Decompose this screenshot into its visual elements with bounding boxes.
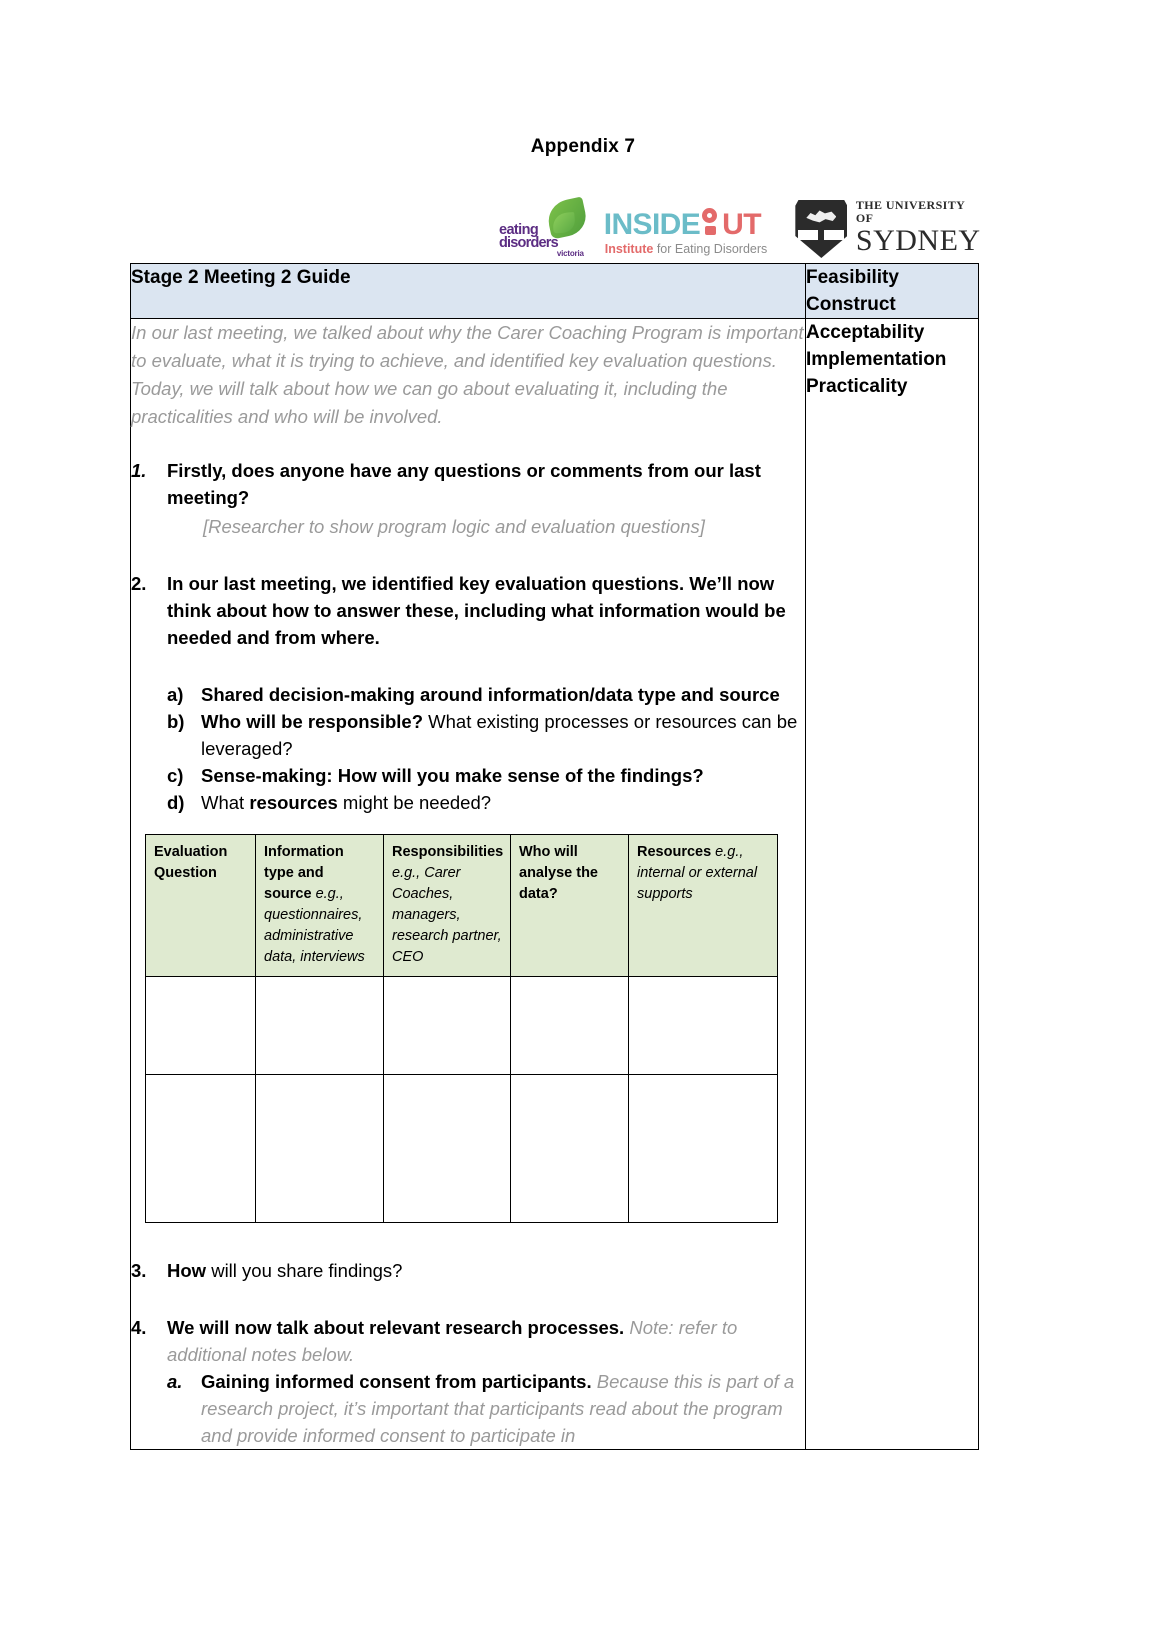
guide-table-body-row bbox=[131, 319, 979, 1450]
sub-item-4a-text bbox=[201, 1368, 805, 1449]
edv-line1: eating bbox=[499, 222, 539, 238]
list-item-3-rest: will you share findings? bbox=[206, 1260, 403, 1281]
construct-practicality: Practicality bbox=[806, 376, 908, 397]
sub-list bbox=[167, 681, 805, 816]
sub-item-b-text bbox=[201, 708, 805, 762]
eval-cell[interactable] bbox=[629, 977, 778, 1075]
eval-cell[interactable] bbox=[511, 977, 629, 1075]
eval-cell[interactable] bbox=[146, 977, 256, 1075]
eval-cell[interactable] bbox=[256, 977, 384, 1075]
guide-body-cell bbox=[131, 319, 806, 1450]
list-item-1-note: [Researcher to show program logic and evaluation questions] bbox=[203, 516, 705, 537]
evaluation-planning-table bbox=[145, 834, 778, 1223]
eval-table-row[interactable] bbox=[146, 1075, 778, 1223]
guide-table bbox=[130, 263, 979, 1450]
insideout-word-out: UT bbox=[722, 208, 761, 241]
sub-item-c-marker: c) bbox=[167, 765, 184, 786]
intro-paragraph: In our last meeting, we talked about why the Carer Coaching Program is important to evaluate, what it is trying to achieve, and identified key evaluation questions. Today, we will talk about how we can go about evaluating it, including the practicalities and who will be involved. bbox=[131, 322, 804, 427]
eval-col-0-bold: Evaluation Question bbox=[154, 844, 228, 881]
sub-item-d-pre: What bbox=[201, 792, 250, 813]
eval-cell[interactable] bbox=[511, 1075, 629, 1223]
insideout-subtitle bbox=[605, 242, 768, 256]
sub-item-b-marker: b) bbox=[167, 711, 185, 732]
eval-col-4-note: e.g., internal or external supports bbox=[637, 844, 758, 902]
sub-item-d-text bbox=[201, 789, 805, 816]
eval-col-3-bold: Who will analyse the data? bbox=[519, 844, 598, 902]
sub-item-a bbox=[167, 681, 805, 708]
sub-item-b-rest: What existing processes or resources can be leveraged? bbox=[201, 711, 798, 759]
sub-item-4a bbox=[167, 1368, 805, 1449]
eval-table-row[interactable] bbox=[146, 977, 778, 1075]
list-item-3-bold: How bbox=[167, 1260, 207, 1281]
construct-implementation: Implementation bbox=[806, 349, 947, 370]
insideout-subtitle-bold: Institute bbox=[604, 242, 654, 256]
list-item-3-marker: 3. bbox=[131, 1260, 147, 1281]
insideout-o-icon bbox=[700, 210, 722, 240]
insideout-subtitle-rest: for Eating Disorders bbox=[653, 242, 768, 256]
list-item-1-text: Firstly, does anyone have any questions or comments from our last meeting? bbox=[167, 460, 761, 508]
guide-title-cell: Stage 2 Meeting 2 Guide bbox=[131, 264, 806, 319]
eval-col-4-bold: Resources bbox=[637, 844, 712, 860]
usyd-line1: THE UNIVERSITY OF bbox=[855, 198, 965, 225]
leaf-icon bbox=[544, 196, 589, 239]
list-item-1-marker: 1. bbox=[131, 460, 147, 481]
usyd-wordmark bbox=[856, 199, 982, 258]
eval-col-resources bbox=[629, 835, 778, 977]
eval-col-2-bold: Responsibilities bbox=[392, 844, 504, 860]
sub-item-a-bold: Shared decision-making around information/data type and source bbox=[201, 684, 780, 705]
sub-item-c-bold: Sense-making: How will you make sense of the findings? bbox=[201, 765, 704, 786]
eval-table-header-row bbox=[146, 835, 778, 977]
sub-item-d bbox=[167, 789, 805, 816]
sub-item-d-marker: d) bbox=[167, 792, 185, 813]
eval-col-1-bold: Information type and source bbox=[264, 844, 344, 902]
construct-acceptability: Acceptability bbox=[806, 322, 925, 343]
list-item-3 bbox=[131, 1257, 805, 1284]
sub-item-c-text bbox=[201, 762, 805, 789]
sub-item-c bbox=[167, 762, 805, 789]
feasibility-header-line2: Construct bbox=[806, 294, 896, 315]
university-of-sydney-logo bbox=[795, 198, 982, 258]
sub-item-d-bold: resources bbox=[249, 792, 338, 813]
list-item-1 bbox=[131, 457, 805, 511]
edv-line3: victoria bbox=[556, 249, 584, 258]
insideout-wordmark bbox=[604, 208, 761, 242]
list-item-2-marker: 2. bbox=[131, 573, 147, 594]
eval-col-2-note: e.g., Carer Coaches, managers, research partner, CEO bbox=[392, 865, 502, 965]
eval-cell[interactable] bbox=[146, 1075, 256, 1223]
eval-cell[interactable] bbox=[629, 1075, 778, 1223]
eval-col-evaluation-question bbox=[146, 835, 256, 977]
list-item-4-note: Note: refer to additional notes below. bbox=[167, 1317, 738, 1365]
feasibility-construct-cell bbox=[806, 319, 979, 1450]
insideout-word-inside: INSIDE bbox=[603, 208, 701, 241]
sub-item-a-marker: a) bbox=[167, 684, 184, 705]
eating-disorders-victoria-logo bbox=[497, 200, 590, 258]
eval-cell[interactable] bbox=[384, 1075, 511, 1223]
feasibility-construct-header bbox=[806, 264, 979, 319]
eval-cell[interactable] bbox=[384, 977, 511, 1075]
eval-col-1-note: e.g., questionnaires, administrative data, interviews bbox=[264, 886, 365, 965]
list-item-2 bbox=[131, 570, 805, 651]
sub-item-4a-bold: Gaining informed consent from participants. bbox=[201, 1371, 592, 1392]
insideout-institute-logo bbox=[604, 200, 786, 258]
usyd-crest-icon bbox=[795, 200, 846, 258]
eval-cell[interactable] bbox=[256, 1075, 384, 1223]
sub-item-4a-marker: a. bbox=[167, 1371, 183, 1392]
list-item-3-text bbox=[167, 1257, 805, 1284]
list-item-2-text: In our last meeting, we identified key evaluation questions. We’ll now think about how to answer these, including what information would be needed and from where. bbox=[167, 573, 786, 648]
list-item-4-marker: 4. bbox=[131, 1317, 147, 1338]
guide-table-header-row bbox=[131, 264, 979, 319]
sub-item-d-rest: might be needed? bbox=[337, 792, 492, 813]
list-item-4-text bbox=[167, 1314, 805, 1368]
sub-item-4a-note: Because this is part of a research project, it’s important that participants read about the program and provide informed consent to participate in bbox=[201, 1371, 795, 1446]
sub-item-a-text bbox=[201, 681, 805, 708]
list-item-4 bbox=[131, 1314, 805, 1368]
eval-col-who-will-analyse bbox=[511, 835, 629, 977]
eval-col-information-type-source bbox=[256, 835, 384, 977]
feasibility-header-line1: Feasibility bbox=[806, 267, 899, 288]
usyd-line2: SYDNEY bbox=[855, 224, 981, 257]
page-title: Appendix 7 bbox=[530, 136, 636, 157]
logo-strip bbox=[497, 196, 982, 258]
sub-item-b-bold: Who will be responsible? bbox=[201, 711, 424, 732]
eval-col-responsibilities bbox=[384, 835, 511, 977]
edv-line2: disorders bbox=[499, 235, 558, 251]
item4-sub-list bbox=[167, 1368, 805, 1449]
list-item-4-main: We will now talk about relevant research processes. bbox=[167, 1317, 625, 1338]
sub-item-b bbox=[167, 708, 805, 762]
